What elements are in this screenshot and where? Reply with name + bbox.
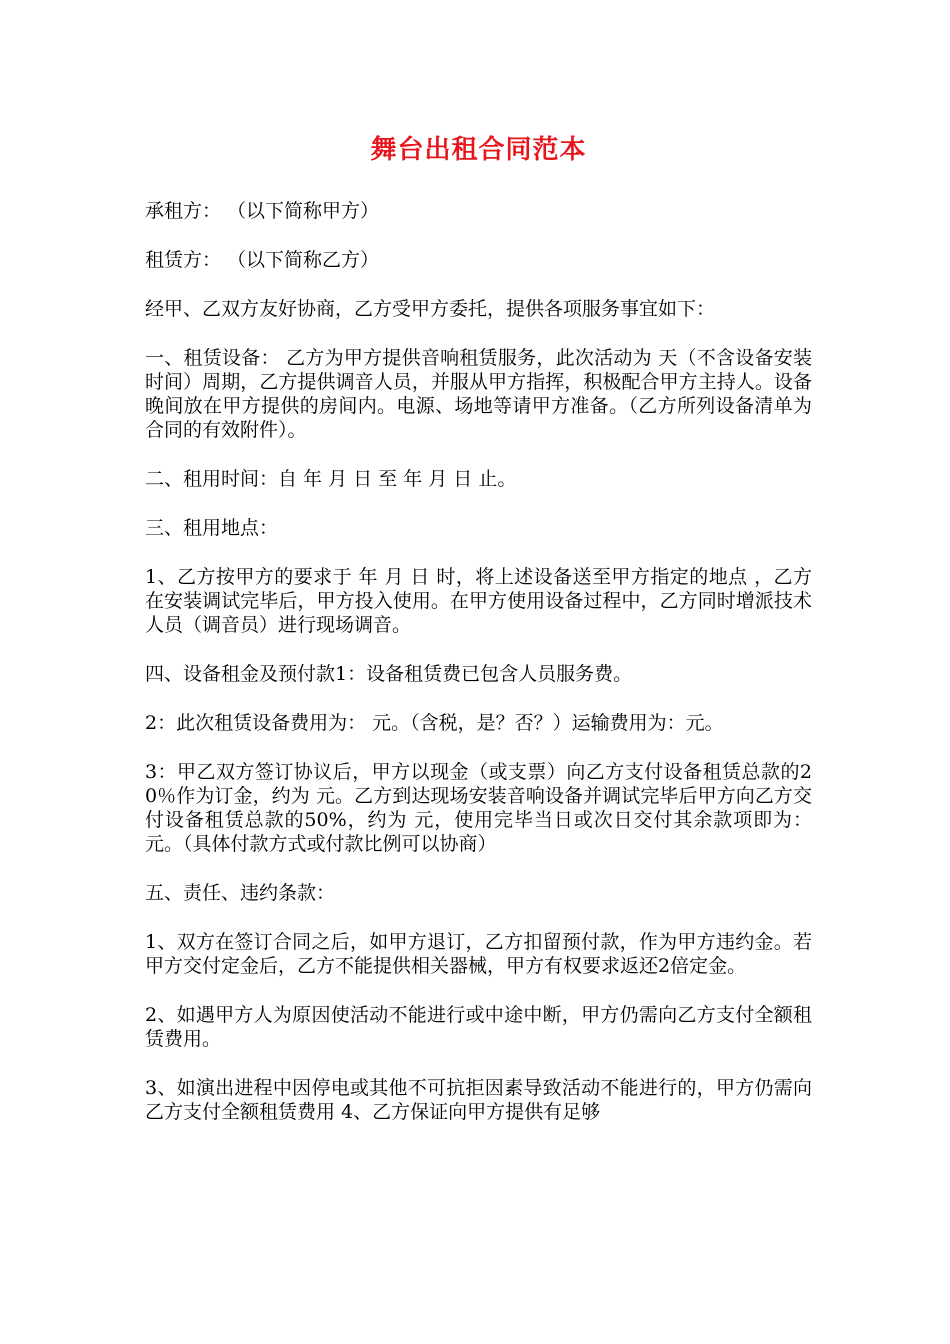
paragraph-intro: 经甲、乙双方友好协商，乙方受甲方委托，提供各项服务事宜如下： xyxy=(145,298,716,320)
paragraph-lessee: 承租方： （以下简称甲方） xyxy=(145,200,380,222)
paragraph-section-4-rent: 四、设备租金及预付款1：设备租赁费已包含人员服务费。 xyxy=(145,663,633,685)
paragraph-section-1-equipment: 一、租赁设备： 乙方为甲方提供音响租赁服务，此次活动为 天（不含设备安装时间）周期，乙方提供调音人员，并服从甲方指挥，积极配合甲方主持人。设备晚间放在甲方提供的房间内。电源、场地等请甲方准备。（乙方所列设备清单为合同的有效附件）。 xyxy=(145,347,812,441)
paragraph-section-5-liability: 五、责任、违约条款： xyxy=(145,882,336,904)
paragraph-section-4-item-3: 3：甲乙双方签订协议后，甲方以现金（或支票）向乙方支付设备租赁总款的20％作为订金，约为 元。乙方到达现场安装音响设备并调试完毕后甲方向乙方交付设备租赁总款的50%，约为 元，使用完毕当日或次日交付其余款项即为： 元。（具体付款方式或付款比例可以协商） xyxy=(145,761,812,855)
document-title: 舞台出租合同范本 xyxy=(370,135,587,165)
paragraph-lessor: 租赁方： （以下简称乙方） xyxy=(145,249,380,271)
paragraph-section-3-item-1: 1、乙方按甲方的要求于 年 月 日 时，将上述设备送至甲方指定的地点 ，乙方在安装调试完毕后，甲方投入使用。在甲方使用设备过程中，乙方同时增派技术人员（调音员）进行现场调音。 xyxy=(145,566,812,636)
paragraph-section-3-location: 三、租用地点： xyxy=(145,517,279,539)
paragraph-section-5-item-2: 2、如遇甲方人为原因使活动不能进行或中途中断，甲方仍需向乙方支付全额租赁费用。 xyxy=(145,1004,812,1050)
paragraph-section-4-item-2: 2：此次租赁设备费用为： 元。（含税，是？否？）运输费用为：元。 xyxy=(145,712,724,734)
paragraph-section-5-item-3: 3、如演出进程中因停电或其他不可抗拒因素导致活动不能进行的，甲方仍需向乙方支付全额租赁费用 4、乙方保证向甲方提供有足够 xyxy=(145,1077,812,1123)
paragraph-section-5-item-1: 1、双方在签订合同之后，如甲方退订，乙方扣留预付款，作为甲方违约金。若甲方交付定金后，乙方不能提供相关器械，甲方有权要求返还2倍定金。 xyxy=(145,931,812,977)
paragraph-section-2-time: 二、租用时间：自 年 月 日 至 年 月 日 止。 xyxy=(145,468,517,490)
